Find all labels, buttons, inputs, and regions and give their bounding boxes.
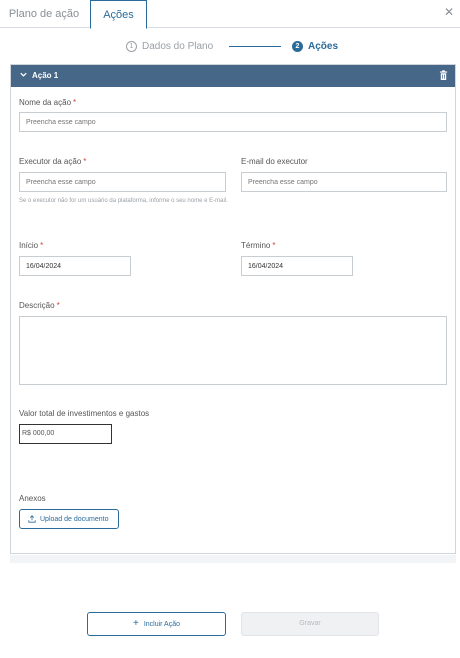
step-dados-do-plano[interactable] bbox=[126, 38, 213, 54]
close-icon[interactable]: ✕ bbox=[443, 5, 454, 19]
valor-total-label: Valor total de investimentos e gastos bbox=[19, 409, 150, 418]
stepper-connector bbox=[229, 46, 281, 47]
inicio-label: Início * bbox=[19, 241, 44, 250]
upload-documento-button[interactable] bbox=[19, 509, 119, 529]
tab-plano-de-acao[interactable]: Plano de ação bbox=[8, 8, 80, 20]
email-executor-input[interactable] bbox=[241, 172, 447, 192]
gravar-button[interactable]: Gravar bbox=[241, 612, 379, 636]
plus-icon: + bbox=[132, 618, 139, 629]
action-panel bbox=[10, 64, 456, 554]
chevron-down-icon[interactable] bbox=[19, 70, 28, 79]
panel-footer-strip bbox=[10, 555, 456, 563]
required-marker: * bbox=[56, 301, 60, 310]
descricao-textarea[interactable] bbox=[19, 316, 447, 385]
action-panel-header[interactable] bbox=[11, 65, 455, 87]
step-label-acoes: Ações bbox=[308, 40, 339, 52]
executor-input[interactable] bbox=[19, 172, 226, 192]
upload-icon bbox=[28, 515, 36, 523]
incluir-acao-label: Incluir Ação bbox=[143, 620, 181, 628]
executor-hint: Se o executor não for um usuário da plataforma, informe o seu nome e E-mail. bbox=[19, 198, 228, 204]
tab-acoes[interactable]: Ações bbox=[90, 0, 147, 29]
tab-bar bbox=[0, 0, 460, 28]
step-number-2: 2 bbox=[292, 41, 303, 52]
trash-icon[interactable] bbox=[439, 70, 448, 81]
termino-date-input[interactable] bbox=[241, 256, 353, 276]
required-marker: * bbox=[272, 241, 276, 250]
required-marker: * bbox=[73, 98, 77, 107]
nome-da-acao-label: Nome da ação * bbox=[19, 98, 77, 107]
descricao-label: Descrição * bbox=[19, 301, 60, 310]
stepper bbox=[0, 38, 460, 54]
required-marker: * bbox=[83, 157, 87, 166]
action-panel-title: Ação 1 bbox=[32, 71, 59, 80]
anexos-label: Anexos bbox=[19, 494, 46, 503]
incluir-acao-button[interactable] bbox=[87, 612, 226, 636]
required-marker: * bbox=[40, 241, 44, 250]
email-executor-label: E-mail do executor bbox=[241, 157, 308, 166]
termino-label: Término * bbox=[241, 241, 276, 250]
inicio-date-input[interactable] bbox=[19, 256, 131, 276]
step-number-1: 1 bbox=[126, 41, 137, 52]
step-acoes[interactable] bbox=[292, 38, 338, 54]
valor-total-input[interactable]: R$ 000,00 bbox=[19, 424, 112, 444]
nome-da-acao-input[interactable] bbox=[19, 112, 447, 132]
step-label-dados-do-plano: Dados do Plano bbox=[142, 40, 214, 52]
upload-documento-label: Upload de documento bbox=[40, 515, 109, 523]
executor-label: Executor da ação * bbox=[19, 157, 87, 166]
